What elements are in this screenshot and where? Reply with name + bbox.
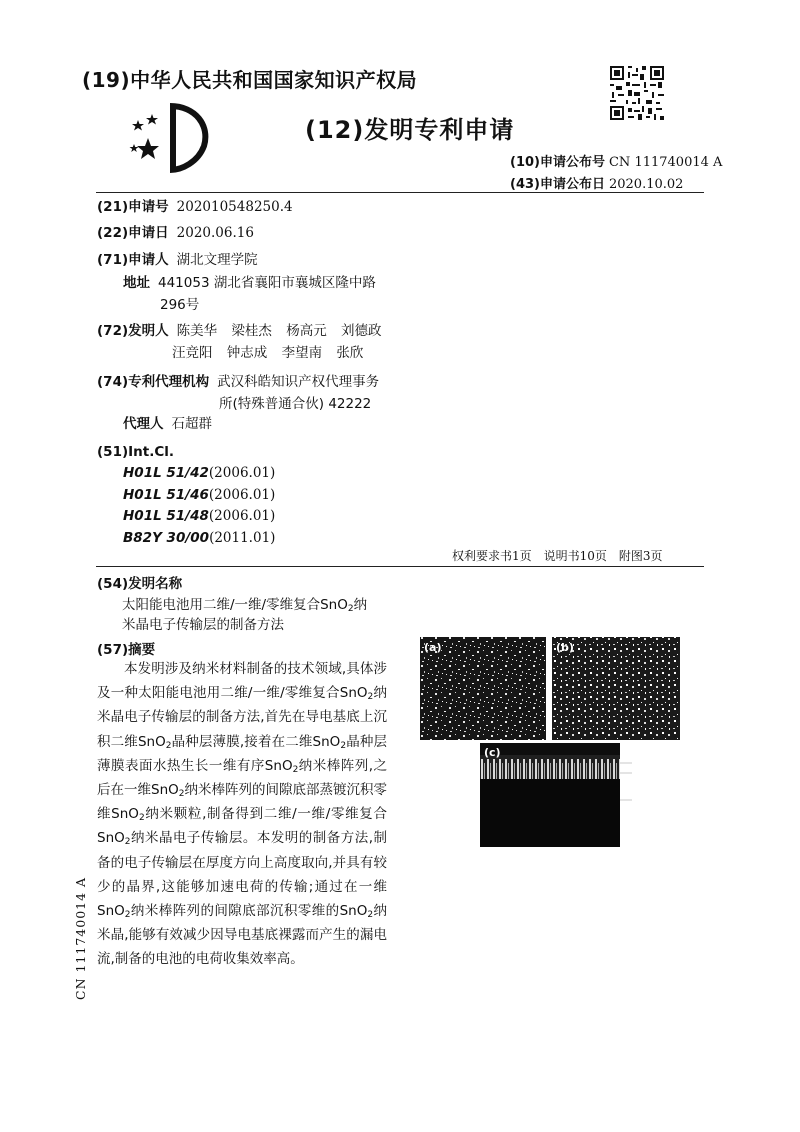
- ipc-year: (2006.01): [208, 465, 276, 481]
- ipc-entry: [123, 530, 275, 546]
- application-number-label: (21)申请号: [97, 199, 169, 215]
- inventors: [97, 320, 382, 342]
- application-date: [97, 222, 254, 244]
- application-date-label: (22)申请日: [97, 225, 169, 241]
- ipc-year: (2006.01): [208, 487, 276, 503]
- document-type: (12)发明专利申请: [305, 116, 515, 144]
- star-small-2: [146, 114, 158, 125]
- panel-a: [420, 637, 546, 740]
- applicant-value: 湖北文理学院: [176, 252, 258, 268]
- int-cl-label-text: (51)Int.Cl.: [97, 444, 175, 460]
- ipc-code: H01L 51/46: [123, 487, 209, 503]
- address: [123, 272, 376, 294]
- address-line-1: 441053 湖北省襄阳市襄城区隆中路: [158, 275, 376, 291]
- star-small-1: [132, 120, 144, 131]
- ipc-entry: [123, 508, 275, 524]
- ipc-entry: [123, 465, 275, 481]
- panel-b: [552, 637, 680, 740]
- invention-name-line-2: 米晶电子传输层的制备方法: [122, 617, 284, 633]
- description-pages: 说明书10页: [543, 549, 607, 563]
- emblem-bar: [170, 104, 176, 172]
- patent-agency-line-1: 武汉科皓知识产权代理事务: [217, 374, 380, 390]
- header-divider: [96, 192, 704, 193]
- int-cl-label: [97, 441, 174, 463]
- abstract-label: (57)摘要: [97, 642, 156, 658]
- invention-name-line-1: 太阳能电池用二维/一维/零维复合SnO$_2$纳: [122, 597, 368, 614]
- panel-c: [480, 743, 632, 847]
- ipc-code: H01L 51/42: [123, 465, 209, 481]
- agent-value: 石超群: [171, 416, 212, 432]
- ipc-code: H01L 51/48: [123, 508, 209, 524]
- applicant-label: (71)申请人: [97, 252, 169, 268]
- patent-agency-line-2: 所(特殊普通合伙) 42222: [219, 396, 372, 412]
- applicant: [97, 249, 258, 271]
- inventors-line-1: 陈美华 梁桂杰 杨高元 刘德政: [176, 323, 382, 339]
- application-number: [97, 196, 293, 218]
- drawing-pages: 附图3页: [618, 549, 663, 563]
- publication-number: [510, 151, 722, 170]
- ipc-entry: [123, 487, 275, 503]
- inventors-line-2: 汪竞阳 钟志成 李望南 张欣: [172, 345, 364, 361]
- issuing-office: (19)中华人民共和国国家知识产权局: [82, 68, 418, 92]
- ipc-year: (2011.01): [209, 530, 276, 546]
- address-line-2: 296号: [160, 297, 200, 313]
- abstract-text: 本发明涉及纳米材料制备的技术领域,具体涉及一种太阳能电池用二维/一维/零维复合SnO$_2$纳米晶电子传输层的制备方法,首先在导电基底上沉积二维SnO$_2$晶种层薄膜,接着在二维SnO$_2$晶种层薄膜表面水热生长一维有序SnO$_2$纳米棒阵列,之后在一维SnO$_2$纳米棒阵列的间隙底部蒸镀沉积零维SnO$_2$纳米颗粒,制备得到二维/一维/零维复合SnO$_2$纳米晶电子传输层。本发明的制备方法,制备的电子传输层在厚度方向上高度取向,并具有较少的晶界,这能够加速电荷的传输;通过在一维SnO$_2$纳米棒阵列的间隙底部沉积零维的SnO$_2$纳米晶,能够有效减少因导电基底裸露而产生的漏电流,制备的电池的电荷收集效率高。: [97, 661, 388, 968]
- application-number-value: 202010548250.4: [176, 199, 293, 215]
- qr-code: [608, 64, 666, 122]
- publication-date-value: 2020.10.02: [608, 177, 684, 192]
- agent-label: 代理人: [123, 416, 164, 432]
- svg-text:(c): (c): [484, 746, 501, 759]
- star-small-3: [130, 144, 139, 152]
- side-publication-number: CN 111740014 A: [73, 876, 88, 1000]
- address-label: 地址: [123, 275, 150, 291]
- svg-text:(a): (a): [424, 641, 442, 654]
- publication-date: [510, 173, 683, 192]
- publication-date-label: (43)申请公布日: [510, 177, 605, 192]
- ipc-year: (2006.01): [208, 508, 276, 524]
- abstract-figure: [420, 635, 680, 855]
- application-date-value: 2020.06.16: [176, 225, 254, 241]
- claims-pages: 权利要求书1页: [452, 549, 532, 563]
- publication-number-label: (10)申请公布号: [510, 155, 605, 170]
- svg-text:(b): (b): [556, 641, 574, 654]
- patent-agency: [97, 371, 379, 393]
- biblio-divider: [96, 566, 704, 567]
- inventors-label: (72)发明人: [97, 323, 169, 339]
- patent-agency-label: (74)专利代理机构: [97, 374, 210, 390]
- office-emblem: [126, 102, 212, 174]
- agent: [123, 413, 212, 435]
- ipc-code: B82Y 30/00: [123, 530, 210, 546]
- page-counts: [452, 547, 675, 564]
- invention-name-label: (54)发明名称: [97, 576, 183, 592]
- publication-number-value: CN 111740014 A: [608, 155, 723, 170]
- star-large: [137, 138, 159, 159]
